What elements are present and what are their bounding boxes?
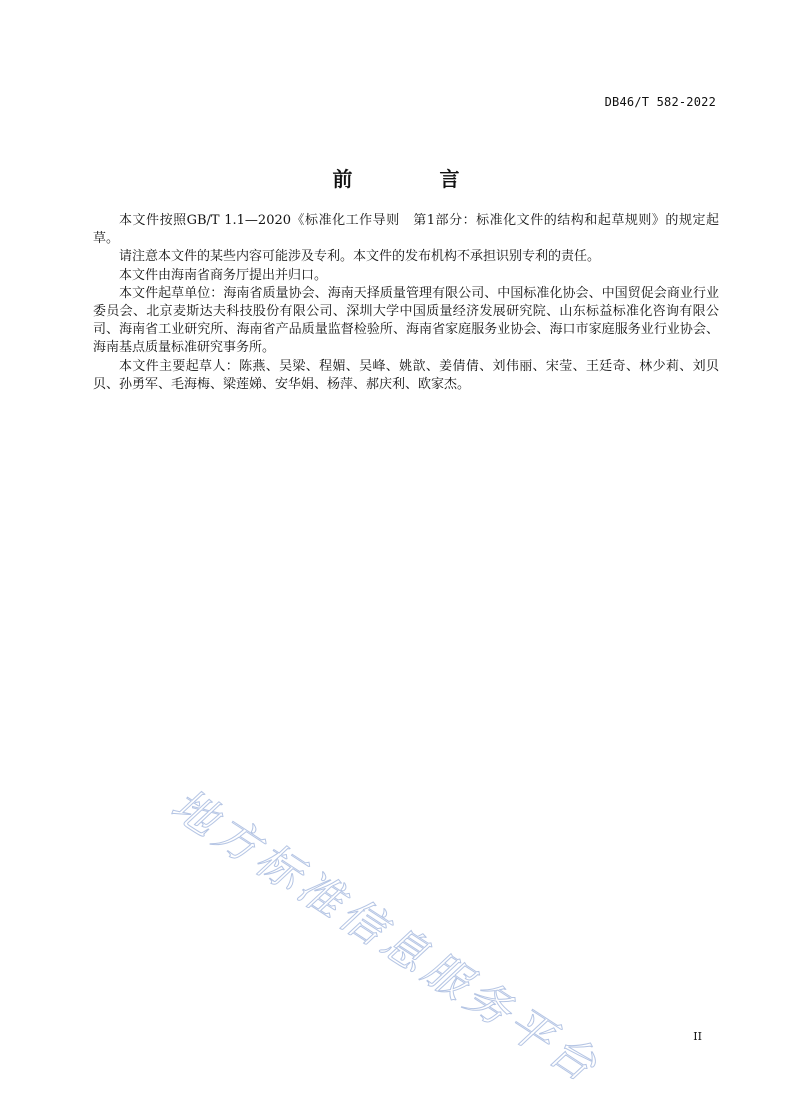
paragraph-drafting-units: 本文件起草单位：海南省质量协会、海南天择质量管理有限公司、中国标准化协会、中国贸促会商业行业委员会、北京麦斯达夫科技股份有限公司、深圳大学中国质量经济发展研究院、山东标益标准化咨询有限公司、海南省工业研究所、海南省产品质量监督检验所、海南省家庭服务业协会、海口市家庭服务业行业协会、海南基点质量标准研究事务所。: [93, 285, 719, 356]
page-title: 前 言: [332, 167, 500, 191]
page-number: II: [693, 1030, 702, 1043]
document-code: DB46/T 582-2022: [604, 95, 716, 109]
paragraph-main-drafters: 本文件主要起草人：陈燕、吴梁、程媚、吴峰、姚歆、姜倩倩、刘伟丽、宋莹、王廷奇、林少莉、刘贝贝、孙勇军、毛海梅、梁莲娣、安华娟、杨萍、郝庆利、欧家杰。: [93, 358, 719, 392]
foreword-body: [93, 212, 719, 394]
paragraph-drafting-basis: 本文件按照GB/T 1.1—2020《标准化工作导则 第1部分：标准化文件的结构和起草规则》的规定起草。: [93, 213, 719, 247]
watermark-text: 地方标准信息服务平台: [162, 779, 610, 1095]
paragraph-patent-notice: 请注意本文件的某些内容可能涉及专利。本文件的发布机构不承担识别专利的责任。: [119, 249, 601, 265]
paragraph-proposer: 本文件由海南省商务厅提出并归口。: [119, 267, 328, 283]
